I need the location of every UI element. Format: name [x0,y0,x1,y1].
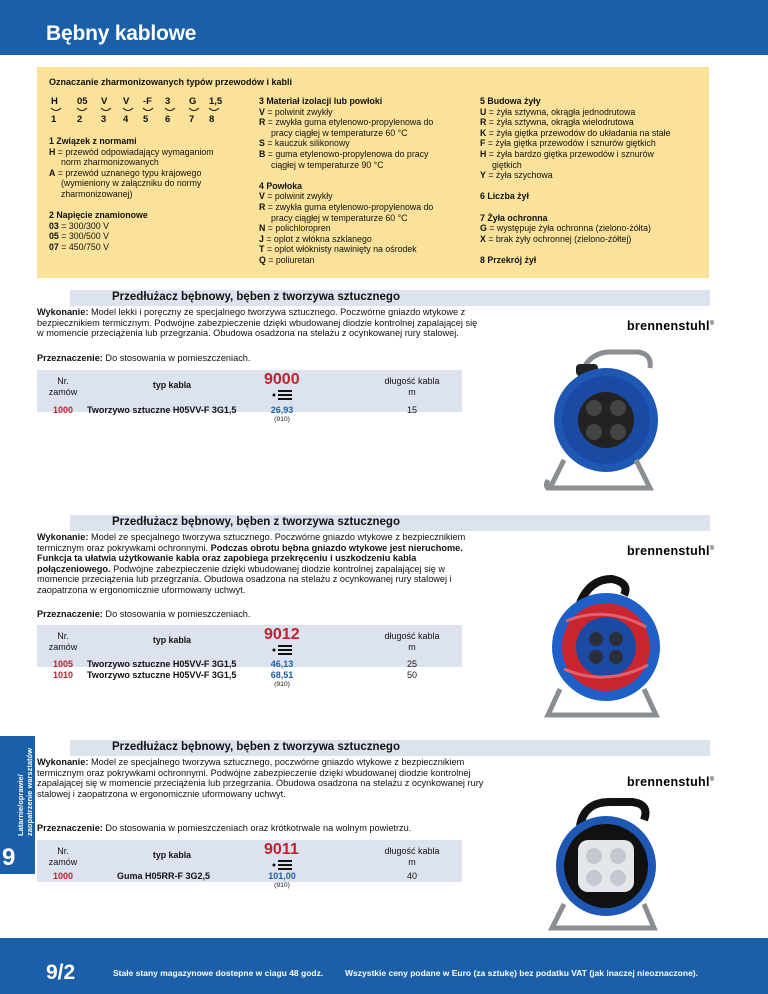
legend-key: X [480,233,486,244]
col-nr-header [47,846,79,867]
product-purpose [37,823,411,833]
code-bracket [209,108,219,111]
len-unit: m [408,386,416,397]
legend-heading-text: 4 Powłoka [259,180,303,191]
len-label: długość kabla [384,376,440,386]
legend-spacer [480,202,705,213]
legend-heading [480,96,705,107]
designation-number: 6 [165,114,171,125]
legend-key: U [480,106,487,117]
designation-code: V [123,96,130,107]
code-brackets [51,107,221,115]
price: 46,13 [270,659,294,669]
legend-value: = przewód uznanego typu krajowego [55,167,202,178]
purpose-label: Przeznaczenie: [37,823,103,833]
legend-value: = 450/750 V [58,241,109,252]
cable-reel-image [520,796,680,936]
chapter-number: 9 [2,844,16,871]
legend-value: = polichloropren [265,223,331,234]
legend-entry [259,149,479,160]
desc-label: Wykonanie: [37,307,89,317]
price: 26,93 [270,405,294,415]
legend-key: 07 [49,241,59,252]
code-bracket [51,108,61,111]
desc-label: Wykonanie: [37,532,89,542]
legend-column-2 [259,96,479,266]
len-label: długość kabla [384,846,440,856]
desc-text: Model ze specjalnego tworzywa sztucznego. Poczwórne gniazdo wtykowe z bezpiecznikiem termicznym oraz pokrywkami ochronnymi. [37,532,466,553]
footer-stock-note: Stałe stany magazynowe dostepne w ciagu 48 godz. [113,968,324,978]
legend-entry [49,147,239,158]
legend-entry [259,234,479,245]
product-section-9000 [37,290,715,450]
designation-number: 5 [143,114,149,125]
page-header [0,0,768,55]
price-note: (910) [274,681,290,688]
logo-mark: ® [709,545,715,552]
legend-key: 03 [49,220,59,231]
legend-entry [480,138,705,149]
logo-text: brennenstuhl [627,319,710,333]
len-unit: m [408,641,416,652]
legend-spacer [259,170,479,181]
page-number: 9/2 [46,961,76,984]
designation-number: 8 [209,114,215,125]
product-purpose [37,609,250,619]
product-code: 9011 [264,841,299,858]
cable-length: 40 [406,871,417,881]
section-title-bar [70,290,710,306]
product-section-9011 [37,740,715,900]
legend-value: = 300/500 V [58,231,109,242]
legend-value: = oplot włóknisty nawinięty na ośrodek [264,244,417,255]
legend-entry [49,168,239,179]
zamow-label: zamów [48,856,78,867]
product-code: 9012 [264,626,300,643]
col-length-header [372,631,452,652]
legend-entry [259,138,479,149]
price-symbol-icon [271,390,295,400]
brand-logo [627,319,715,333]
legend-continuation: giętkich [492,159,522,170]
code-bracket [143,108,153,111]
legend-heading [259,96,479,107]
desc-bold: Podczas obrotu bębna gniazdo wtykowe jest nieruchome. Funkcja ta ułatwia użytkowanie kabla oraz zapobiega przekręceniu i uszkodzeniu kabla połączeniowego. [37,542,463,574]
code-bracket [165,108,175,111]
legend-heading-text: 1 Związek z normami [49,136,137,146]
col-nr-header [47,631,79,652]
legend-entry [49,242,239,253]
legend-value: = 300/300 V [58,220,109,231]
legend-value: = żyła sztywna, okrągła wielodrutowa [486,117,634,128]
legend-entry [259,223,479,234]
legend-value: = poliuretan [265,254,315,265]
legend-value: = żyła giętka przewodów do układania na stałe [486,127,671,138]
legend-spacer [480,244,705,255]
designation-code: H [51,96,58,107]
chapter-label-line1: Latarnie/oprawie/ [16,774,25,836]
legend-key: Q [259,254,266,265]
legend-heading-text: 2 Napięcie znamionowe [49,210,148,221]
legend-key: Y [480,170,486,181]
price: 68,51 [270,670,294,680]
chapter-label [17,748,34,836]
code-bracket [101,108,111,111]
cable-type: Tworzywo sztuczne H05VV-F 3G1,5 [87,659,237,669]
designation-number: 1 [51,114,57,125]
legend-entry [259,202,479,213]
cable-type: Tworzywo sztuczne H05VV-F 3G1,5 [87,670,237,680]
legend-heading [480,191,705,202]
product-description [37,757,485,799]
legend-value: = zwykła guma etylenowo-propylenowa do [265,117,434,128]
legend-value: = żyła szychowa [485,170,553,181]
legend-key: R [259,117,266,128]
logo-mark: ® [709,320,715,327]
legend-entry [259,191,479,202]
legend-continuation: zharmonizowanej) [61,188,133,199]
legend-heading-text: 8 Przekrój żył [480,254,537,265]
price-note: (910) [274,882,290,889]
designation-code: 1,5 [209,96,223,107]
code-bracket [77,108,87,111]
col-length-header [372,846,452,867]
designation-code: -F [143,96,152,107]
purpose-text: Do stosowania w pomieszczeniach. [102,353,251,363]
order-number: 1005 [53,659,74,669]
legend-heading [49,136,239,147]
logo-text: brennenstuhl [627,775,710,789]
cable-type: Guma H05RR-F 3G2,5 [117,871,211,881]
page-title: Bębny kablowe [46,22,197,45]
col-length-header [372,376,452,397]
legend-key: H [480,148,487,159]
legend-key: T [259,244,265,255]
designation-number: 2 [77,114,83,125]
legend-value: = żyła sztywna, okrągła jednodrutowa [486,106,636,117]
designation-code: G [189,96,197,107]
legend-continuation: norm zharmonizowanych [61,157,159,168]
legend-spacer [49,200,239,211]
legend-entry [259,117,479,128]
legend-heading-text: 7 Żyła ochronna [480,212,548,223]
chapter-side-tab [0,736,35,874]
price-note: (910) [274,416,290,423]
cable-length: 25 [406,659,417,669]
legend-heading [480,255,705,266]
legend-continuation: pracy ciągłej w temperaturze 60 °C [271,127,408,138]
legend-key: V [259,106,265,117]
legend-entry [480,117,705,128]
designation-number: 4 [123,114,129,125]
legend-entry [480,128,705,139]
legend-value: = przewód odpowiadający wymaganiom [55,146,214,157]
legend-heading-text: 3 Materiał izolacji lub powłoki [259,96,383,106]
cable-length: 15 [406,405,417,415]
order-number: 1000 [53,405,74,415]
legend-value: = oplot z włókna szklanego [263,233,372,244]
brand-logo [627,775,715,789]
legend-key: A [49,167,56,178]
col-nr-header [47,376,79,397]
desc-after: Podwójne zabezpieczenie dzięki wbudowanej diodzie kontrolnej zapalającej się w momencie przeciążenia lub przegrzania. Obudowa osadzona na stelażu z ocynkowanej rury stalowej i zaopatrzona w ergonomicznie uformowany uchwyt. [37,563,452,595]
legend-continuation: (wymieniony w załączniku do normy [61,178,202,189]
zamow-label: zamów [48,386,78,397]
legend-key: S [259,138,265,149]
legend-value: = występuje żyła ochronna (zielono-żółta) [486,223,651,234]
section-title-bar [70,740,710,756]
legend-spacer [480,181,705,192]
legend-column-3 [480,96,705,266]
legend-key: R [480,117,487,128]
legend-entry [49,221,239,232]
purpose-label: Przeznaczenie: [37,353,103,363]
legend-entry [480,170,705,181]
nr-label: Nr. [57,376,69,386]
purpose-text: Do stosowania w pomieszczeniach oraz krótkotrwale na wolnym powietrzu. [102,823,412,833]
legend-heading [259,181,479,192]
legend-key: B [259,148,266,159]
legend-key: G [480,223,487,234]
col-type-header: typ kabla [152,635,192,645]
logo-text: brennenstuhl [627,544,710,558]
product-code: 9000 [264,371,300,388]
legend-heading [49,210,239,221]
cable-reel-image [520,565,680,725]
legend-continuation: ciągłej w temperaturze 90 °C [271,159,384,170]
designation-code: 05 [77,96,88,107]
legend-entry [259,244,479,255]
product-section-9012 [37,515,715,705]
nr-label: Nr. [57,631,69,641]
code-bracket [123,108,133,111]
legend-value: = żyła giętka przewodów i sznurów giętkich [485,138,656,149]
legend-entry [259,107,479,118]
legend-key: N [259,223,266,234]
zamow-label: zamów [48,641,78,652]
legend-value: = brak żyły ochronnej (zielono-żółtej) [485,233,632,244]
section-title: Przedłużacz bębnowy, bęben z tworzywa sztucznego [112,741,400,753]
section-title: Przedłużacz bębnowy, bęben z tworzywa sztucznego [112,516,400,528]
legend-entry [49,231,239,242]
legend-value: = kauczuk silikonowy [264,138,350,149]
legend-heading-text: 6 Liczba żył [480,191,529,202]
len-unit: m [408,856,416,867]
legend-key: H [49,146,56,157]
legend-value: = polwinit zwykły [264,191,333,202]
desc-label: Wykonanie: [37,757,89,767]
legend-heading [480,213,705,224]
desc-text: Model ze specjalnego tworzywa sztucznego, poczwórne gniazdo wtykowe z bezpiecznikiem termicznym oraz pokrywkami ochronnymi. Podwójne zabezpieczenie dzięki wbudowanej diodzie kontrolnej zapalającej się w momencie przeciążenia lub przegrzania. Obudowa osadzona na stelażu z ocynkowanej rury stalowej i zaopatrzona w ergonomicznie uformowany uchwyt. [37,757,484,799]
legend-key: R [259,201,266,212]
len-label: długość kabla [384,631,440,641]
legend-key: J [259,233,264,244]
code-bracket [189,108,199,111]
col-type-header: typ kabla [152,850,192,860]
cable-type: Tworzywo sztuczne H05VV-F 3G1,5 [87,405,237,415]
purpose-text: Do stosowania w pomieszczeniach. [102,609,251,619]
col-type-header: typ kabla [152,380,192,390]
legend-key: F [480,138,486,149]
price-symbol-icon [271,860,295,870]
legend-key: 05 [49,231,59,242]
footer-price-note: Wszystkie ceny podane w Euro (za sztukę) bez podatku VAT (jak inaczej nieoznaczone). [345,968,698,978]
legend-value: = guma etylenowo-propylenowa do pracy [265,148,429,159]
legend-value: = żyła bardzo giętka przewodów i sznurów [486,148,654,159]
legend-entry [480,107,705,118]
legend-entry [259,255,479,266]
designation-code: V [101,96,108,107]
order-number: 1000 [53,871,74,881]
legend-entry [480,149,705,160]
legend-heading-text: 5 Budowa żyły [480,96,541,106]
price-symbol-icon [271,645,295,655]
order-number: 1010 [53,670,74,680]
legend-entry [480,234,705,245]
logo-mark: ® [709,776,715,783]
price: 101,00 [268,871,296,881]
cable-designation-legend [37,67,709,278]
section-title-bar [70,515,710,531]
product-description [37,307,485,339]
legend-value: = zwykła guma etylenowo-propylenowa do [265,201,434,212]
legend-title: Oznaczanie zharmonizowanych typów przewodów i kabli [49,77,293,87]
designation-number: 7 [189,114,195,125]
brand-logo [627,544,715,558]
product-description [37,532,485,596]
page-footer [0,938,768,994]
desc-text: Model lekki i poręczny ze specjalnego tworzywa sztucznego. Poczwórne gniazdo wtykowe z bezpiecznikiem termicznym. Podwójne zabezpieczenie dzięki wbudowanej diodzie kontrolnej zapalającej się w momencie przeciążenia lub przegrzania. Obudowa osadzona na stelażu z ocynkowanej rury stalowej. [37,307,478,339]
legend-entry [480,223,705,234]
section-title: Przedłużacz bębnowy, bęben z tworzywa sztucznego [112,291,400,303]
legend-column-1 [49,136,239,253]
cable-length: 50 [406,670,417,680]
purpose-label: Przeznaczenie: [37,609,103,619]
legend-key: V [259,191,265,202]
legend-continuation: pracy ciągłej w temperaturze 60 °C [271,212,408,223]
product-purpose [37,353,250,363]
legend-key: K [480,127,487,138]
designation-code: 3 [165,96,171,107]
chapter-label-line2: zaopatrzenie warsztatów [24,748,34,836]
nr-label: Nr. [57,846,69,856]
legend-value: = polwinit zwykły [264,106,333,117]
cable-reel-image [520,342,680,500]
designation-number: 3 [101,114,107,125]
